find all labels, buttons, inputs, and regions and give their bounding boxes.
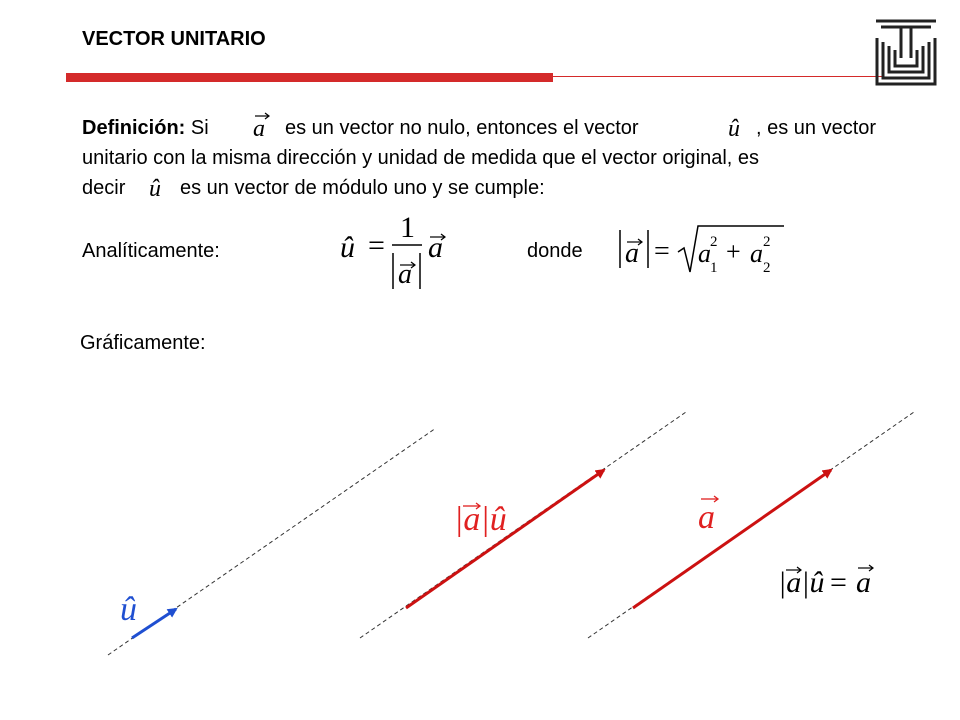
inline-a-letter: a (253, 116, 265, 142)
analytic-label: Analíticamente: (82, 240, 220, 262)
inline-u-letter: û (728, 116, 740, 142)
graphic-label: Gráficamente: (80, 332, 206, 354)
sub-1: 1 (710, 260, 718, 276)
sup-2-a: 2 (710, 234, 718, 250)
donde-label: donde (527, 240, 583, 262)
plus-sign: + (726, 237, 741, 266)
component-a2: a (750, 239, 763, 268)
unit-vector-arrow (132, 609, 176, 638)
formula-equals: = (368, 229, 385, 262)
formula-one: 1 (400, 211, 415, 244)
sub-2: 2 (763, 260, 771, 276)
diagram-label-u-hat: û (120, 591, 137, 628)
component-a1: a (698, 239, 711, 268)
definition-text-si: Si (190, 117, 209, 139)
formula-denominator-a: a (398, 259, 412, 290)
formula-rhs-a: a (428, 231, 443, 264)
inline-u-letter-2: û (149, 176, 161, 202)
diagram-label-abs-a-u: |a|û (454, 501, 507, 538)
magnitude-equals: = (654, 236, 670, 267)
definition-text-mid: es un vector no nulo, entonces el vector (285, 117, 639, 139)
definition-lead: Definición: (82, 117, 186, 139)
identity-formula (778, 565, 873, 599)
identity-rhs: a (856, 566, 871, 599)
sup-2-b: 2 (763, 234, 771, 250)
formula-u-hat: û (340, 231, 355, 264)
identity-lhs: |a|û (778, 566, 825, 599)
scaled-unit-vector-arrow (406, 470, 604, 608)
definition-line-2: unitario con la misma dirección y unidad de medida que el vector original, es (82, 147, 760, 169)
identity-equals: = (830, 566, 847, 599)
definition-text-decir: decir (82, 177, 126, 199)
definition-text-last: es un vector de módulo uno y se cumple: (180, 177, 545, 199)
slide-title: VECTOR UNITARIO (82, 28, 266, 50)
diagram-label-a: a (698, 499, 715, 536)
definition-text-end: , es un vector (756, 117, 877, 139)
magnitude-a: a (625, 238, 639, 269)
